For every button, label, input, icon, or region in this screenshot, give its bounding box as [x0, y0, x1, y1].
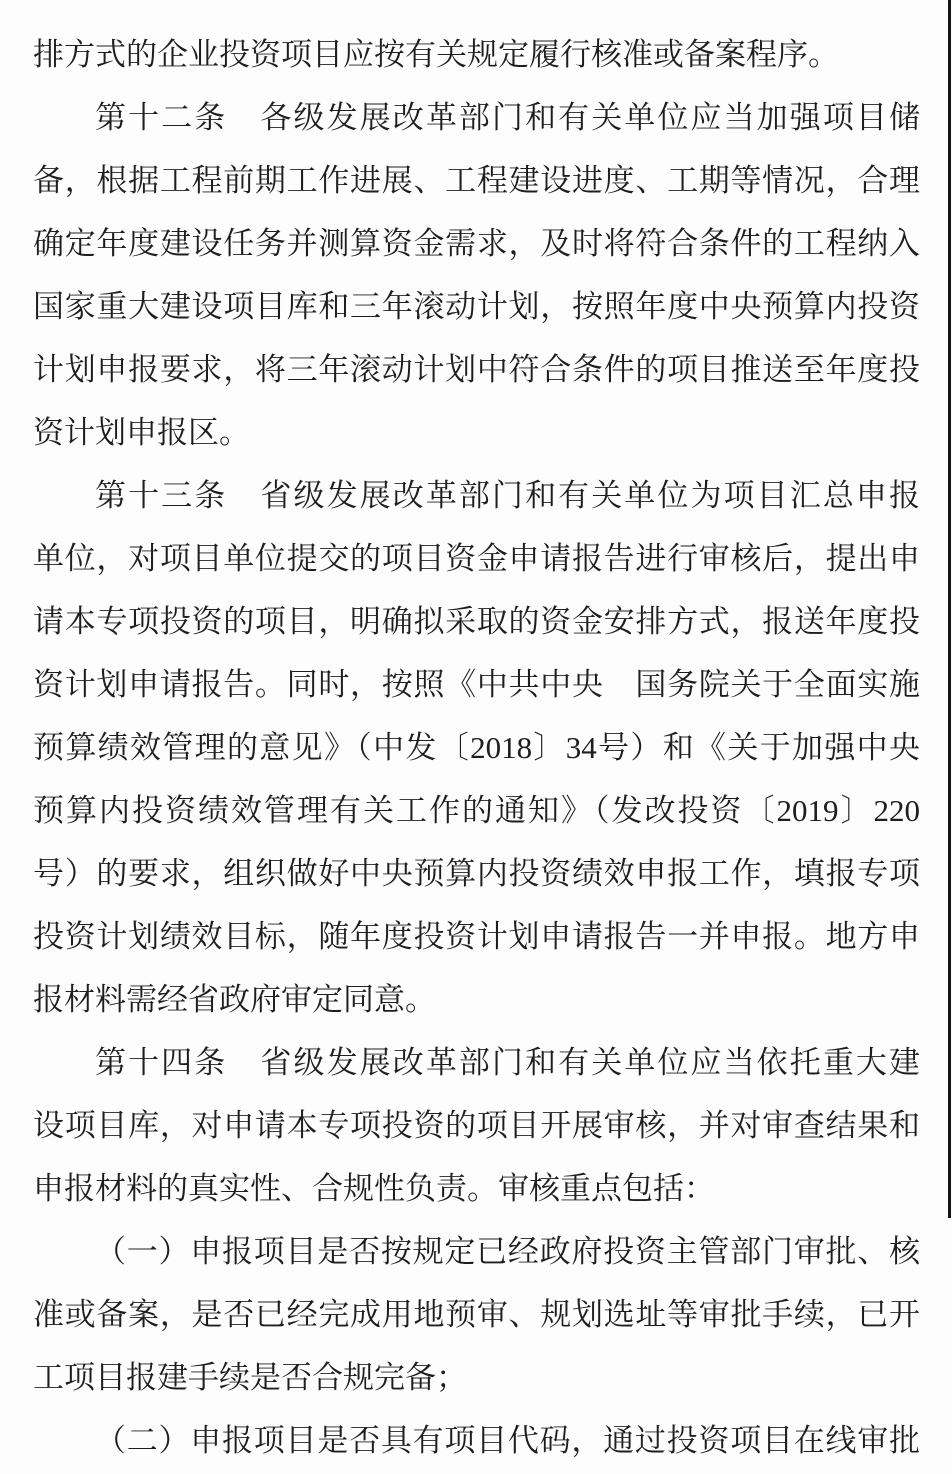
doc-line-15: 投资计划绩效目标，随年度投资计划申请报告一并申报。地方申	[33, 919, 920, 954]
doc-line-03: 备，根据工程前期工作进展、工程建设进度、工期等情况，合理	[33, 163, 920, 198]
doc-line-18: 设项目库，对申请本专项投资的项目开展审核，并对审查结果和	[33, 1108, 920, 1143]
document-text	[33, 23, 920, 1472]
doc-line-09: 单位，对项目单位提交的项目资金申请报告进行审核后，提出申	[33, 541, 920, 576]
doc-line-11: 资计划申请报告。同时，按照《中共中央 国务院关于全面实施	[33, 667, 920, 702]
doc-line-14: 号）的要求，组织做好中央预算内投资绩效申报工作，填报专项	[33, 856, 920, 891]
doc-line-16: 报材料需经省政府审定同意。	[33, 982, 436, 1017]
doc-line-06: 计划申报要求，将三年滚动计划中符合条件的项目推送至年度投	[33, 352, 920, 387]
doc-line-23-list-item-2-start: （二）申报项目是否具有项目代码，通过投资项目在线审批	[95, 1423, 920, 1458]
doc-line-10: 请本专项投资的项目，明确拟采取的资金安排方式，报送年度投	[33, 604, 920, 639]
doc-line-17-article-14-start: 第十四条 省级发展改革部门和有关单位应当依托重大建	[95, 1045, 920, 1080]
doc-line-20-list-item-1-start: （一）申报项目是否按规定已经政府投资主管部门审批、核	[95, 1234, 920, 1269]
doc-line-08-article-13-start: 第十三条 省级发展改革部门和有关单位为项目汇总申报	[95, 478, 920, 513]
doc-line-12: 预算绩效管理的意见》（中发〔2018〕34号）和《关于加强中央	[33, 730, 920, 765]
doc-line-04: 确定年度建设任务并测算资金需求，及时将符合条件的工程纳入	[33, 226, 920, 261]
doc-line-05: 国家重大建设项目库和三年滚动计划，按照年度中央预算内投资	[33, 289, 920, 324]
doc-line-13: 预算内投资绩效管理有关工作的通知》（发改投资〔2019〕220	[33, 793, 920, 828]
right-scan-border-line	[948, 0, 951, 1218]
doc-line-21: 准或备案，是否已经完成用地预审、规划选址等审批手续，已开	[33, 1297, 920, 1332]
doc-line-19: 申报材料的真实性、合规性负责。审核重点包括：	[33, 1171, 715, 1206]
doc-line-07: 资计划申报区。	[33, 415, 250, 450]
doc-line-01: 排方式的企业投资项目应按有关规定履行核准或备案程序。	[33, 37, 839, 72]
doc-line-22: 工项目报建手续是否合规完备；	[33, 1360, 467, 1395]
doc-line-02-article-12-start: 第十二条 各级发展改革部门和有关单位应当加强项目储	[95, 100, 920, 135]
